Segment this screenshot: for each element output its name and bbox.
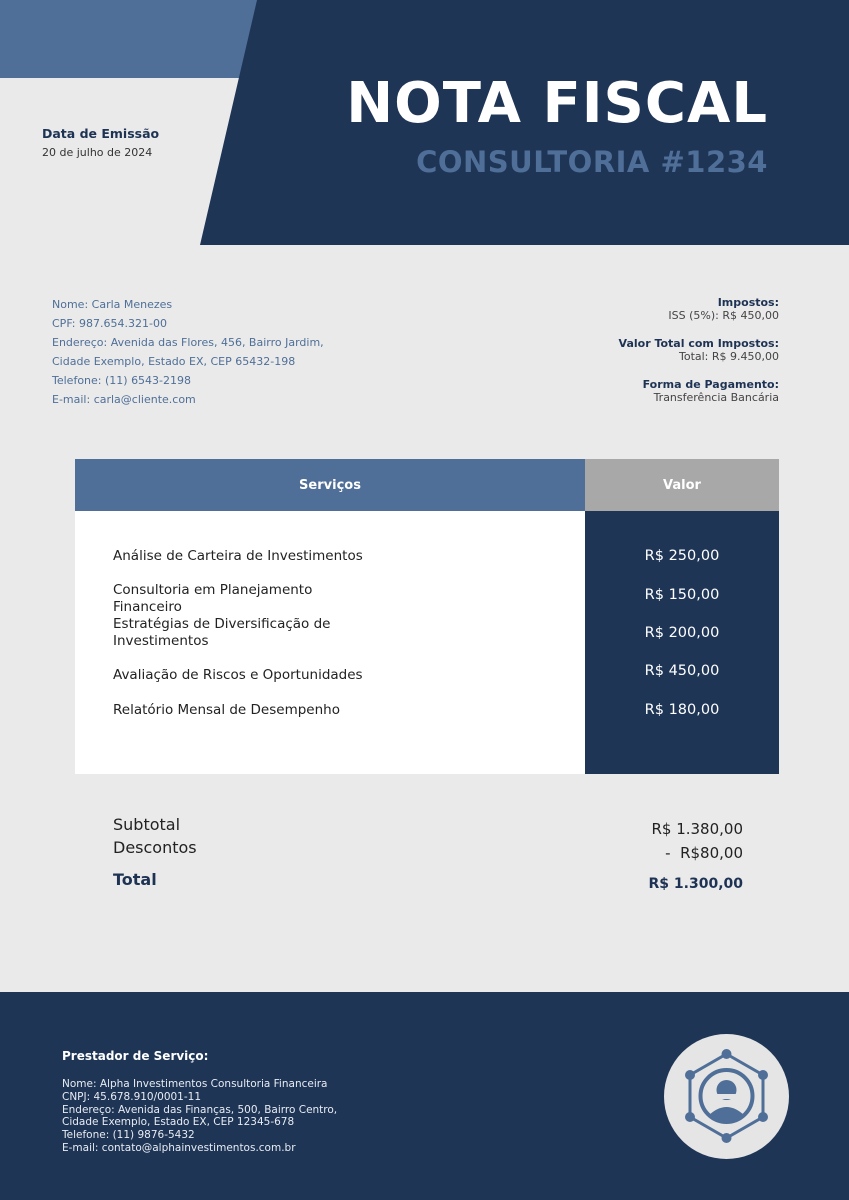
provider-title: Prestador de Serviço: — [62, 1049, 209, 1063]
total-label: Total — [113, 870, 157, 889]
service-row-5: Relatório Mensal de Desempenho — [113, 702, 340, 718]
client-phone: Telefone: (11) 6543-2198 — [52, 374, 192, 387]
total-value: R$ 1.300,00 — [648, 876, 743, 892]
provider-address-line1: Endereço: Avenida das Finanças, 500, Bairro Centro, — [62, 1103, 338, 1116]
taxes-value: ISS (5%): R$ 450,00 — [668, 309, 779, 322]
provider-phone: Telefone: (11) 9876-5432 — [62, 1129, 195, 1142]
subtotal-label: Subtotal — [113, 815, 181, 834]
client-address-line2: Cidade Exemplo, Estado EX, CEP 65432-198 — [52, 355, 296, 368]
issue-date-value: 20 de julho de 2024 — [42, 146, 153, 159]
services-column-header: Serviços — [75, 459, 585, 511]
total-with-taxes-value: Total: R$ 9.450,00 — [678, 350, 779, 363]
service-row-2: Consultoria em Planejamento Financeiro — [113, 582, 313, 615]
taxes-label: Impostos: — [717, 296, 779, 309]
provider-email: E-mail: contato@alphainvestimentos.com.br — [62, 1141, 296, 1154]
payment-method-label: Forma de Pagamento: — [642, 378, 779, 391]
discount-value: - R$80,00 — [665, 844, 743, 862]
provider-name: Nome: Alpha Investimentos Consultoria Financeira — [62, 1078, 328, 1090]
page-title: NOTA FISCAL — [346, 71, 768, 136]
value-column-header: Valor — [585, 459, 779, 511]
price-row-1: R$ 250,00 — [644, 548, 720, 564]
price-row-3: R$ 200,00 — [644, 625, 720, 641]
service-row-3: Estratégias de Diversificação de Investimentos — [113, 616, 331, 649]
payment-method-value: Transferência Bancária — [653, 391, 779, 404]
provider-info — [62, 1078, 337, 1155]
total-with-taxes-label: Valor Total com Impostos: — [618, 337, 779, 350]
client-cpf: CPF: 987.654.321-00 — [52, 317, 167, 330]
client-info — [52, 295, 324, 409]
service-row-1: Análise de Carteira de Investimentos — [113, 548, 363, 564]
advisor-network-icon — [664, 1034, 789, 1159]
service-row-4: Avaliação de Riscos e Oportunidades — [113, 667, 363, 683]
tax-info — [619, 296, 779, 419]
invoice-subtitle: CONSULTORIA #1234 — [416, 145, 768, 179]
discount-label: Descontos — [113, 838, 197, 857]
client-email: E-mail: carla@cliente.com — [52, 393, 196, 406]
subtotal-value: R$ 1.380,00 — [651, 820, 743, 838]
header-accent-shape — [0, 0, 260, 78]
issue-date-label: Data de Emissão — [42, 126, 160, 141]
client-name: Nome: Carla Menezes — [52, 298, 173, 311]
provider-address-line2: Cidade Exemplo, Estado EX, CEP 12345-678 — [62, 1116, 295, 1129]
provider-cnpj: CNPJ: 45.678.910/0001-11 — [62, 1090, 202, 1103]
services-table — [75, 459, 779, 774]
price-row-4: R$ 450,00 — [644, 663, 720, 679]
price-row-5: R$ 180,00 — [644, 702, 720, 718]
company-logo — [664, 1034, 789, 1159]
client-address-line1: Endereço: Avenida das Flores, 456, Bairro Jardim, — [52, 336, 324, 349]
price-row-2: R$ 150,00 — [644, 587, 720, 603]
